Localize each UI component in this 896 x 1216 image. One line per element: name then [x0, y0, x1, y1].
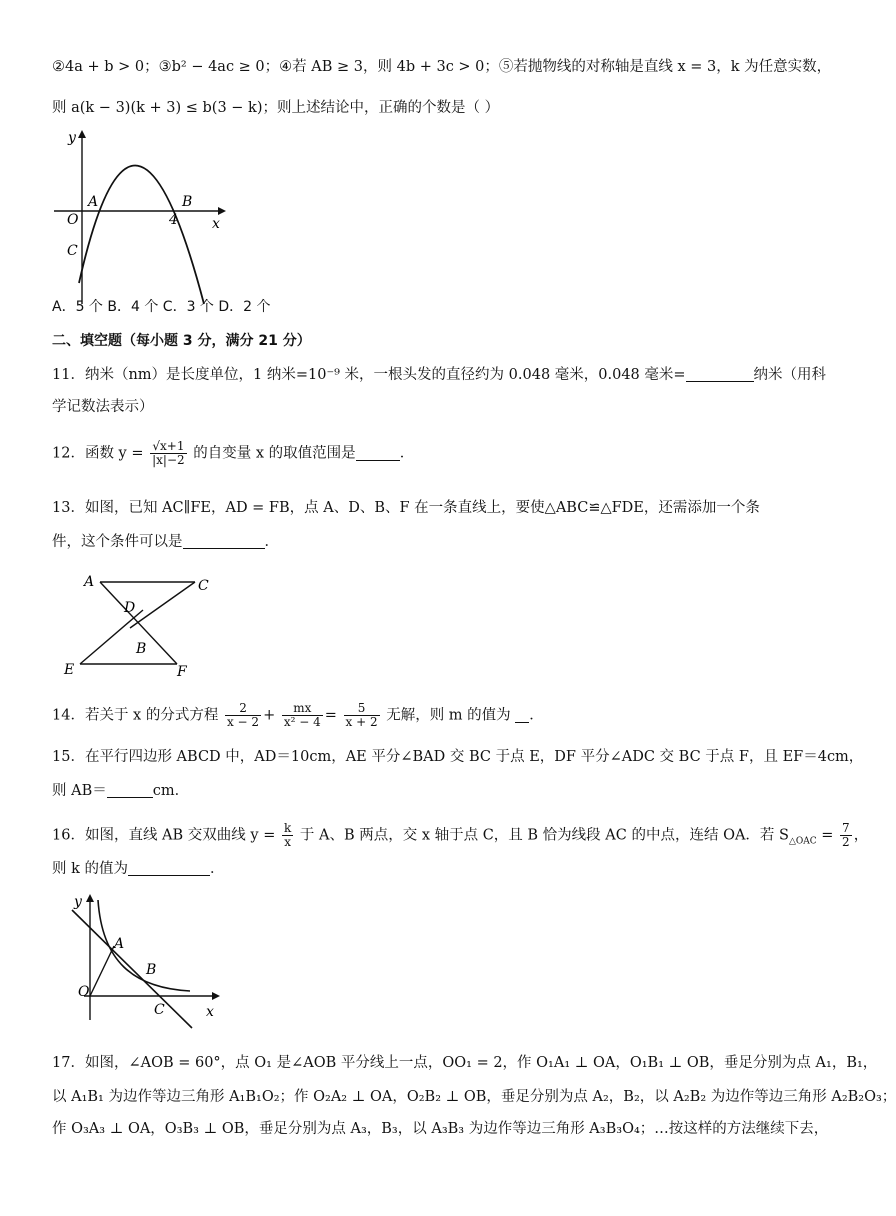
- q16-line1: 16．如图，直线 AB 交双曲线 y = $\frac{k}{x}$ 于 A、B 两点，交 x 轴于点 C，且 B 恰为线段 AC 的中点，连结 OA．若 $S_{\triangle OAC}$ = $\frac{7}{2}$ ，: [52, 821, 869, 849]
- q16-k-num: k: [283, 821, 292, 835]
- section-fill-in-header: 二、填空题（每小题 3 分，满分 21 分）: [52, 333, 311, 349]
- q14-line: 14．若关于 x 的分式方程 $\frac{2}{x - 2}$ + $\frac{mx}{\text{x² − 4}}$ = $\frac{5}{x + 2}$ 无解，则 m 的值为 ．: [52, 701, 544, 729]
- q16-area-num: 7: [842, 821, 850, 835]
- q16-equals: =: [816, 827, 834, 844]
- q13-line1: 13．如图，已知 AC∥FE，AD = FB，点 A、D、B、F 在一条直线上，要使△ABC≌△FDE，还需添加一个条: [52, 500, 760, 516]
- q11-text-tail: 纳米（用科: [753, 367, 827, 383]
- graph-label-c: C: [67, 243, 78, 259]
- fig16-label-o: O: [78, 984, 90, 1000]
- q13-line2: 件，这个条件可以是 ．: [52, 534, 279, 550]
- q11-line2: 学记数法表示）: [52, 399, 154, 415]
- q16-hyperbola-figure: [62, 890, 232, 1030]
- q11-line1: [52, 364, 827, 386]
- q12-denominator: |x|−2: [152, 453, 185, 467]
- fig16-label-y: y: [74, 894, 82, 910]
- fig16-label-b: B: [146, 962, 157, 978]
- q16-prefix: 16．如图，直线 AB 交双曲线 y =: [52, 827, 276, 844]
- q16-text: 于 A、B 两点，交 x 轴于点 C，且 B 恰为线段 AC 的中点，连结 OA．若 S: [299, 827, 789, 844]
- q10-parabola-graph: [50, 128, 230, 308]
- q15-answer-blank[interactable]: [107, 781, 153, 798]
- fig13-label-f: F: [177, 664, 187, 680]
- fig16-label-x: x: [206, 1004, 214, 1020]
- q15-unit: cm．: [152, 783, 190, 799]
- q15-line2: [52, 780, 812, 802]
- graph-label-x: x: [212, 216, 220, 232]
- q10-statements-line: ②4a + b > 0；③b² − 4ac ≥ 0；④若 AB ≥ 3，则 4b + 3c > 0；⑤若抛物线的对称轴是直线 x = 3，k 为任意实数，: [52, 59, 832, 75]
- graph-label-4: 4: [169, 212, 178, 228]
- q12-prefix: 12．函数 y =: [52, 445, 144, 462]
- q14-f1-num: 2: [225, 702, 261, 716]
- q10-question-line: 则 a(k − 3)(k + 3) ≤ b(3 − k)；则上述结论中，正确的个数是（ ）: [52, 100, 500, 116]
- fig13-label-e: E: [64, 662, 75, 678]
- q14-fraction-1: [225, 702, 261, 729]
- q14-f2-num: mx: [282, 702, 323, 716]
- q16-line2: 则 k 的值为 ．: [52, 861, 225, 877]
- q16-text2: 则 k 的值为: [52, 861, 129, 877]
- q13-text: 件，这个条件可以是: [52, 534, 183, 550]
- q14-answer-blank[interactable]: [515, 706, 529, 723]
- q10-options: A．5 个 B．4 个 C．3 个 D．2 个: [52, 299, 271, 315]
- q14-fraction-2: [282, 702, 323, 729]
- q16-k-fraction: [282, 822, 293, 849]
- fig16-label-a: A: [114, 936, 125, 952]
- graph-label-y: y: [68, 130, 76, 146]
- q12-line: 12．函数 y = $\frac{√x+1}{|x|-2}$ 的自变量 x 的取值范围是 ．: [52, 439, 415, 467]
- q14-f3-den: x + 2: [345, 715, 378, 729]
- q16-answer-blank[interactable]: [128, 859, 210, 876]
- q14-f2-den: x² − 4: [283, 715, 321, 729]
- fig13-label-a: A: [84, 574, 95, 590]
- q14-f1-den: x − 2: [226, 715, 260, 729]
- q14-fraction-3: [344, 702, 380, 729]
- q16-k-den: x: [284, 835, 291, 849]
- q15-line1: 15．在平行四边形 ABCD 中，AD＝10cm，AE 平分∠BAD 交 BC 于点 E，DF 平分∠ADC 交 BC 于点 F，且 EF＝4cm，: [52, 749, 864, 765]
- q16-area-fraction: [840, 822, 852, 849]
- q12-suffix: 的自变量 x 的取值范围是: [193, 445, 356, 462]
- q16-area-den: 2: [842, 835, 850, 849]
- q14-f3-num: 5: [344, 702, 380, 716]
- q14-suffix: 无解，则 m 的值为: [386, 707, 511, 724]
- fig13-label-d: D: [124, 600, 136, 616]
- q11-answer-blank[interactable]: [686, 365, 754, 382]
- q11-text: 11．纳米（nm）是长度单位，1 纳米=10⁻⁹ 米，一根头发的直径约为 0.048 毫米，0.048 毫米=: [52, 367, 686, 383]
- q17-line2: 以 A₁B₁ 为边作等边三角形 A₁B₁O₂；作 O₂A₂ ⊥ OA，O₂B₂ ⊥ OB，垂足分别为点 A₂，B₂，以 A₂B₂ 为边作等边三角形 A₂B₂O₃；: [52, 1089, 896, 1105]
- fig16-label-c: C: [154, 1002, 165, 1018]
- q13-triangle-figure: [60, 570, 220, 680]
- q15-text: 则 AB＝: [52, 783, 107, 799]
- q12-answer-blank[interactable]: [356, 444, 400, 461]
- q16-subscript: △OAC: [788, 836, 817, 847]
- graph-label-o: O: [67, 212, 79, 228]
- graph-label-b: B: [182, 194, 193, 210]
- q13-answer-blank[interactable]: [183, 532, 265, 549]
- graph-label-a: A: [88, 194, 99, 210]
- q12-numerator: √x+1: [150, 440, 187, 454]
- q17-line1: 17．如图，∠AOB = 60°，点 O₁ 是∠AOB 平分线上一点，OO₁ = 2，作 O₁A₁ ⊥ OA，O₁B₁ ⊥ OB，垂足分别为点 A₁，B₁，: [52, 1055, 878, 1071]
- q12-fraction: [150, 440, 187, 467]
- q14-prefix: 14．若关于 x 的分式方程: [52, 707, 219, 724]
- q17-line3: 作 O₃A₃ ⊥ OA，O₃B₃ ⊥ OB，垂足分别为点 A₃，B₃，以 A₃B₃ 为边作等边三角形 A₃B₃O₄；…按这样的方法继续下去，: [52, 1121, 829, 1137]
- fig13-label-b: B: [136, 641, 147, 657]
- fig13-label-c: C: [198, 578, 209, 594]
